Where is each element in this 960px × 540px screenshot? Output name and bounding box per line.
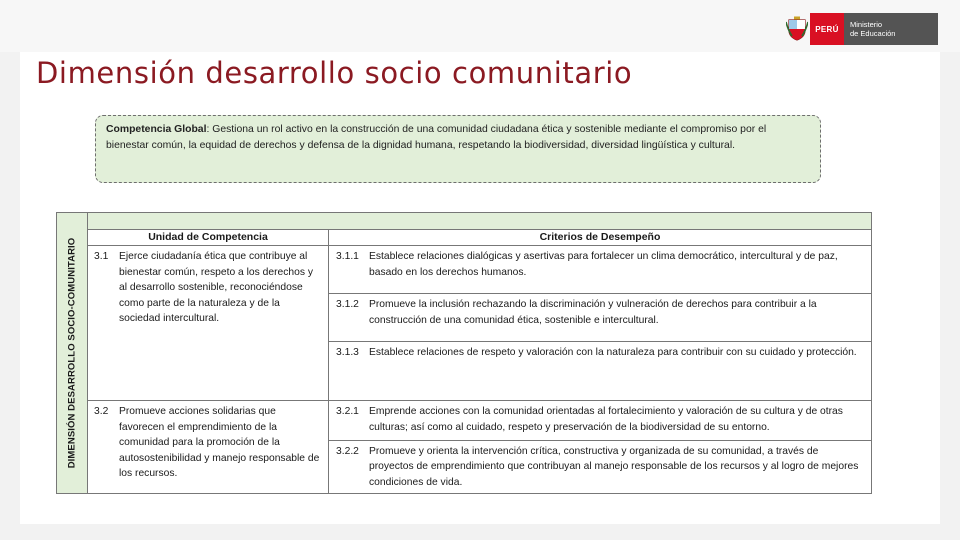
criterion-item	[329, 401, 871, 441]
criterion-number: 3.1.2	[336, 299, 359, 310]
competencia-global-label: Competencia Global	[106, 124, 207, 135]
criterion-item	[329, 294, 871, 342]
table-header-row	[88, 230, 871, 246]
minedu-logo	[784, 13, 938, 45]
criterion-text: Promueve la inclusión rechazando la discriminación y vulneración de derechos para contribuir a la construcción de una comunidad ética, sostenible e intercultural.	[369, 299, 817, 326]
criterion-number: 3.2.2	[336, 445, 359, 457]
header-unidad: Unidad de Competencia	[88, 230, 329, 245]
competencia-global-text: : Gestiona un rol activo en la construcción de una comunidad ciudadana ética y sostenible mediante el compromiso por el bienestar común, la equidad de derechos y defensa de la dignidad humana, respetando la biodiversidad, diversidad lingüística y cultural.	[106, 124, 767, 151]
criterion-number: 3.1.3	[336, 347, 359, 358]
criterion-text: Establece relaciones de respeto y valoración con la naturaleza para contribuir con su cuidado y protección.	[369, 347, 857, 358]
ministry-line-2: de Educación	[850, 29, 896, 38]
ministry-label	[844, 13, 938, 45]
unit-text: Ejerce ciudadanía ética que contribuye al bienestar común, respeto a los derechos y al desarrollo sostenible, reconociéndose como parte de la naturaleza y de la sociedad intercultural.	[119, 251, 314, 324]
criterion-number: 3.1.1	[336, 251, 359, 262]
criterion-text: Emprende acciones con la comunidad orientadas al fortalecimiento y valoración de su cultura y de otras culturas; así como al cuidado, respeto y preservación de la biodiversidad de su entorno.	[369, 406, 843, 433]
criterion-item	[329, 441, 871, 494]
competency-table	[56, 212, 872, 494]
criterion-text: Establece relaciones dialógicas y asertivas para fortalecer un clima democrático, intercultural y de paz, basado en los derechos humanos.	[369, 251, 838, 278]
table-top-band	[88, 213, 871, 230]
unit-text: Promueve acciones solidarias que favorecen el emprendimiento de la comunidad para la promoción de la autosostenibilidad y manejo responsable de los recursos.	[119, 406, 320, 479]
unit-number: 3.2	[94, 406, 109, 417]
ministry-line-1: Ministerio	[850, 20, 883, 29]
unit-cell	[88, 401, 329, 493]
criterion-item	[329, 342, 871, 400]
unit-cell	[88, 246, 329, 400]
competencia-global-box	[95, 115, 821, 183]
criteria-list	[329, 246, 871, 400]
peru-coat-of-arms-icon	[784, 13, 810, 45]
criterion-number: 3.2.1	[336, 406, 359, 417]
criteria-list	[329, 401, 871, 493]
peru-label: PERÚ	[810, 13, 844, 45]
header-criterios: Criterios de Desempeño	[539, 231, 661, 243]
criterion-item	[329, 246, 871, 294]
table-row	[88, 246, 871, 401]
dimension-side-label	[57, 213, 88, 493]
dimension-side-label-text: DIMENSIÓN DESARROLLO SOCIO-COMUNITARIO	[66, 237, 78, 469]
table-grid	[88, 213, 871, 493]
page-title: Dimensión desarrollo socio comunitario	[36, 56, 633, 90]
criterion-text: Promueve y orienta la intervención crítica, constructiva y organizada de su comunidad, a través de proyectos de emprendimiento que contribuyan al manejo responsable de los recursos y al logro de mejores condiciones de vida.	[369, 445, 859, 488]
table-row	[88, 401, 871, 493]
unit-number: 3.1	[94, 251, 109, 262]
